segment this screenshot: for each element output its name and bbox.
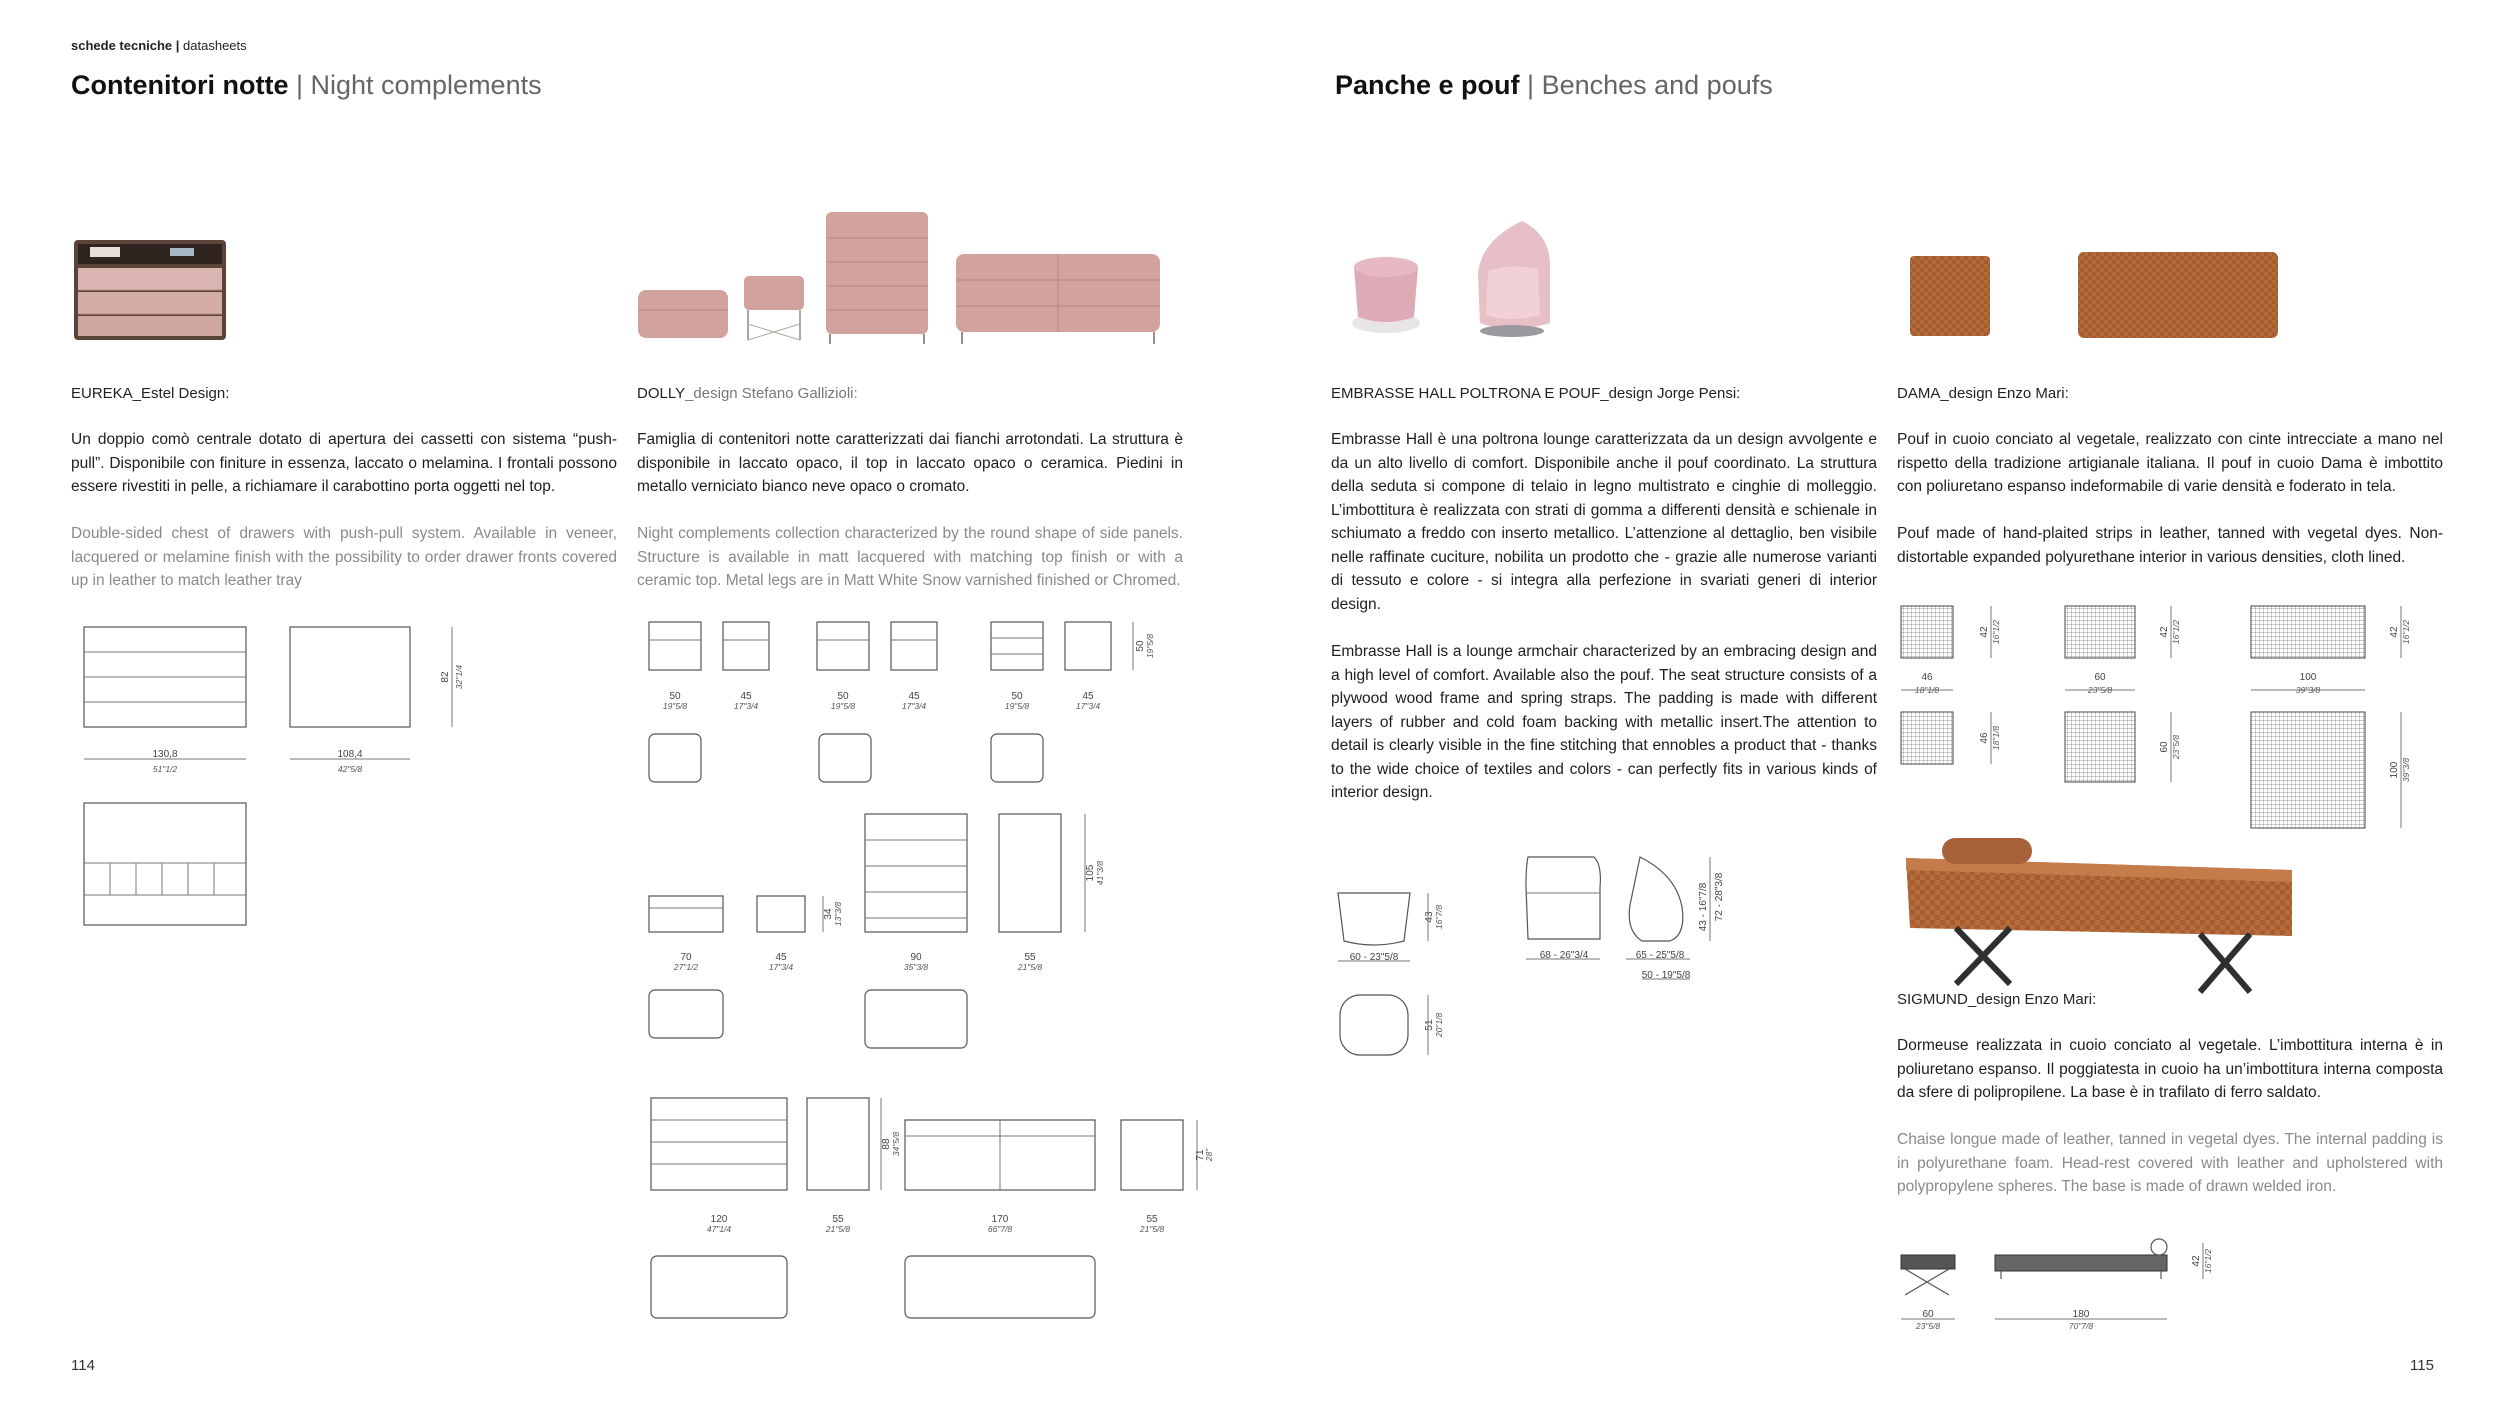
dama-w2-in: 23"5/8 [2087,685,2113,695]
dolly-r3-w3-in: 66"7/8 [987,1224,1013,1234]
embrasse-pouf-top-h-in: 20"1/8 [1434,1012,1444,1038]
dolly-r3-h1: 88 [881,1138,892,1150]
right-title-separator: | [1519,70,1542,100]
dolly-r3-w3: 170 [991,1214,1009,1225]
sigmund-dim-d: 60 [1922,1309,1934,1320]
embrasse-pouf-h: 43 [1424,911,1435,923]
sigmund-dim-h-in: 16"1/2 [2203,1248,2213,1274]
page-number-right: 115 [2410,1357,2434,1374]
embrasse-chair-d: 65 - 25"5/8 [1635,950,1685,961]
dama-w1-in: 18"1/8 [1914,685,1940,695]
left-title-subtitle: Night complements [310,70,542,100]
sigmund-drawings [1895,1235,2235,1335]
embrasse-chair-h2: 72 - 28"3/8 [1714,872,1725,922]
dama-h2: 42 [2159,626,2170,638]
dolly-r3-w4: 55 [1146,1214,1158,1225]
dolly-r3-w2: 55 [832,1214,844,1225]
dolly-drawings [635,610,1215,1330]
dolly-r1-w3: 50 [837,691,849,702]
dolly-label [637,385,858,402]
embrasse-pouf-top-h: 51 [1424,1019,1435,1031]
dolly-r2-h-small: 34 [823,908,834,920]
embrasse-photo [1340,205,1660,350]
eureka-dim-h: 82 [440,671,451,683]
eureka-dim-d-in: 42"5/8 [337,764,363,774]
sigmund-dim-h: 42 [2191,1255,2202,1267]
dolly-r2-h-small-in: 13"3/8 [833,901,843,927]
eureka-text-it: Un doppio comò centrale dotato di apertura dei cassetti con sistema “push-pull”. Disponibile con finiture in essenza, laccato o melamina. I frontali possono essere rivestiti in pelle, a richiamare il carabottino porta oggetti nel top. [71,431,617,495]
dama-label: DAMA_design Enzo Mari: [1897,385,2069,402]
embrasse-label: EMBRASSE HALL POLTRONA E POUF_design Jorge Pensi: [1331,385,1741,402]
dama-w3: 100 [2299,672,2317,683]
dolly-r1-w4-in: 17"3/4 [901,701,927,711]
page-number-left: 114 [71,1357,95,1374]
dolly-r1-w2: 45 [740,691,752,702]
eureka-photo [60,210,240,350]
dama-top-d3-in: 39"3/8 [2401,757,2411,783]
embrasse-chair-w: 68 - 26"3/4 [1539,950,1589,961]
eureka-dim-w-in: 51"1/2 [152,764,178,774]
sigmund-label: SIGMUND_design Enzo Mari: [1897,991,2097,1008]
dama-h1: 42 [1979,626,1990,638]
sigmund-dim-w: 180 [2072,1309,2090,1320]
left-title-main: Contenitori notte [71,70,289,100]
dama-h3: 42 [2389,626,2400,638]
dama-top-d3: 100 [2389,761,2400,779]
dolly-r1-w1-in: 19"5/8 [662,701,688,711]
eureka-label: EUREKA_Estel Design: [71,385,230,402]
dolly-r2-h-tall: 105 [1085,864,1096,882]
dolly-r1-w2-in: 17"3/4 [733,701,759,711]
dama-w2: 60 [2094,672,2106,683]
embrasse-drawings [1330,845,1800,1065]
embrasse-text-en: Embrasse Hall is a lounge armchair characterized by an embracing design and a high level of comfort. Available also the pouf. The seat structure consists of a plywood wood frame and spring straps. The padding is made with different layers of rubber and cold foam backing with metallic insert.The attention to detail is clearly visible in the fine stitching that ennobles a product that - thanks to the wide choice of textiles and colors - can perfectly fits in various kinds of interior design. [1331,643,1877,801]
dolly-name: DOLLY [637,385,686,402]
dolly-r3-w4-in: 21"5/8 [1139,1224,1165,1234]
dolly-text-en: Night complements collection characterized by the round shape of side panels. Structure is available in matt lacquered with matching top finish or with a ceramic top. Metal legs are in Matt White Snow varnished finished or Chromed. [637,525,1183,589]
dolly-r3-h2: 71 [1195,1149,1206,1161]
dolly-r1-w4: 45 [908,691,920,702]
sigmund-photo [1900,820,2310,1000]
dama-photo [1900,240,2290,350]
right-section-title [1335,70,1773,101]
dama-top-d1: 46 [1979,732,1990,744]
dolly-r2-w4: 55 [1024,952,1036,963]
eureka-dim-h-in: 32"1/4 [454,664,464,690]
dolly-r1-w1: 50 [669,691,681,702]
dolly-r2-w1-in: 27"1/2 [673,962,699,972]
dolly-r2-w3-in: 35"3/8 [903,962,929,972]
sigmund-text-it: Dormeuse realizzata in cuoio conciato al vegetale. L’imbottitura interna è in poliuretano espanso. Il poggiatesta in cuoio ha un’imbottitura interna composta da sfere di polipropilene. La base è in trafilato di ferro saldato. [1897,1037,2443,1101]
dama-w3-in: 39"3/8 [2295,685,2321,695]
sigmund-dim-d-in: 23"5/8 [1915,1321,1941,1331]
dolly-r3-h2-in: 28" [1204,1148,1214,1162]
dolly-designer: _design Stefano Gallizioli: [685,385,858,402]
eureka-text-en: Double-sided chest of drawers with push-pull system. Available in veneer, lacquered or melamine finish with the possibility to order drawer fronts covered up in leather to match leather tray [71,525,617,589]
embrasse-text-it: Embrasse Hall è una poltrona lounge caratterizzata da un design avvolgente e da un alto livello di comfort. Disponibile anche il pouf coordinato. La struttura della seduta si compone di telaio in legno multistrato e cinghie di molleggio. L’imbottitura è realizzata con strati di gomma a differenti densità e schienale in schiumato a freddo con inserto metallico. L’attenzione al dettaglio, ben visibile nelle raffinate cuciture, nobilita un prodotto che - grazie alle numerose varianti di tessuto e colore - si integra alla perfezione in svariati generi di interior design. [1331,431,1877,613]
dama-text-it: Pouf in cuoio conciato al vegetale, realizzato con cinte intrecciate a mano nel rispetto della tradizione artigianale italiana. Il pouf in cuoio Dama è imbottito con poliuretano espanso indeformabile di varie densità e foderato in tela. [1897,431,2443,495]
sigmund-text-en: Chaise longue made of leather, tanned in vegetal dyes. The internal padding is in polyurethane foam. Head-rest covered with leather and upholstered with polypropylene spheres. The base is made of drawn welded iron. [1897,1131,2443,1195]
embrasse-chair-d2: 50 - 19"5/8 [1641,970,1691,981]
dama-w1: 46 [1921,672,1933,683]
embrasse-pouf-h-in: 16"7/8 [1434,904,1444,930]
embrasse-pouf-w: 60 - 23"5/8 [1349,952,1399,963]
right-title-main: Panche e pouf [1335,70,1520,100]
dolly-r1-w3-in: 19"5/8 [830,701,856,711]
dolly-r1-w6: 45 [1082,691,1094,702]
dama-drawings [1895,600,2435,840]
header-tag-light: datasheets [183,38,247,53]
dama-text-en: Pouf made of hand-plaited strips in leather, tanned with vegetal dyes. Non-distortable expanded polyurethane interior in various densities, cloth lined. [1897,525,2443,566]
dolly-r3-w2-in: 21"5/8 [825,1224,851,1234]
dolly-photo [630,200,1170,350]
dama-top-d1-in: 18"1/8 [1991,725,2001,751]
dolly-r2-h-tall-in: 41"3/8 [1095,860,1105,886]
dolly-r1-w5: 50 [1011,691,1023,702]
dolly-r2-w2-in: 17"3/4 [768,962,794,972]
dolly-r1-w5-in: 19"5/8 [1004,701,1030,711]
dolly-r2-w3: 90 [910,952,922,963]
dama-top-d2-in: 23"5/8 [2171,734,2181,760]
dama-h1-in: 16"1/2 [1991,619,2001,645]
eureka-dim-d: 108,4 [337,749,363,760]
dama-h2-in: 16"1/2 [2171,619,2181,645]
left-title-separator: | [288,70,311,100]
dama-h3-in: 16"1/2 [2401,619,2411,645]
dolly-r1-w6-in: 17"3/4 [1075,701,1101,711]
header-tag [71,38,247,53]
header-tag-bold: schede tecniche | [71,38,180,53]
sigmund-dim-w-in: 70"7/8 [2068,1321,2094,1331]
dolly-text-it: Famiglia di contenitori notte caratterizzati dai fianchi arrotondati. La struttura è disponibile in laccato opaco, il top in laccato opaco o ceramica. Piedini in metallo verniciato bianco neve opaco o cromato. [637,431,1183,495]
dolly-r2-w4-in: 21"5/8 [1017,962,1043,972]
dolly-r3-w1-in: 47"1/4 [706,1224,732,1234]
dolly-r2-w1: 70 [680,952,692,963]
right-title-subtitle: Benches and poufs [1541,70,1773,100]
dolly-r1-h-in: 19"5/8 [1145,633,1155,659]
dolly-r3-w1: 120 [710,1214,728,1225]
embrasse-chair-h1: 43 - 16"7/8 [1698,882,1709,932]
dolly-r3-h1-in: 34"5/8 [891,1131,901,1157]
eureka-dim-w: 130,8 [152,749,178,760]
dolly-r2-w2: 45 [775,952,787,963]
dama-top-d2: 60 [2159,741,2170,753]
eureka-drawings [70,615,490,935]
dolly-r1-h: 50 [1135,640,1146,652]
left-section-title [71,70,542,101]
